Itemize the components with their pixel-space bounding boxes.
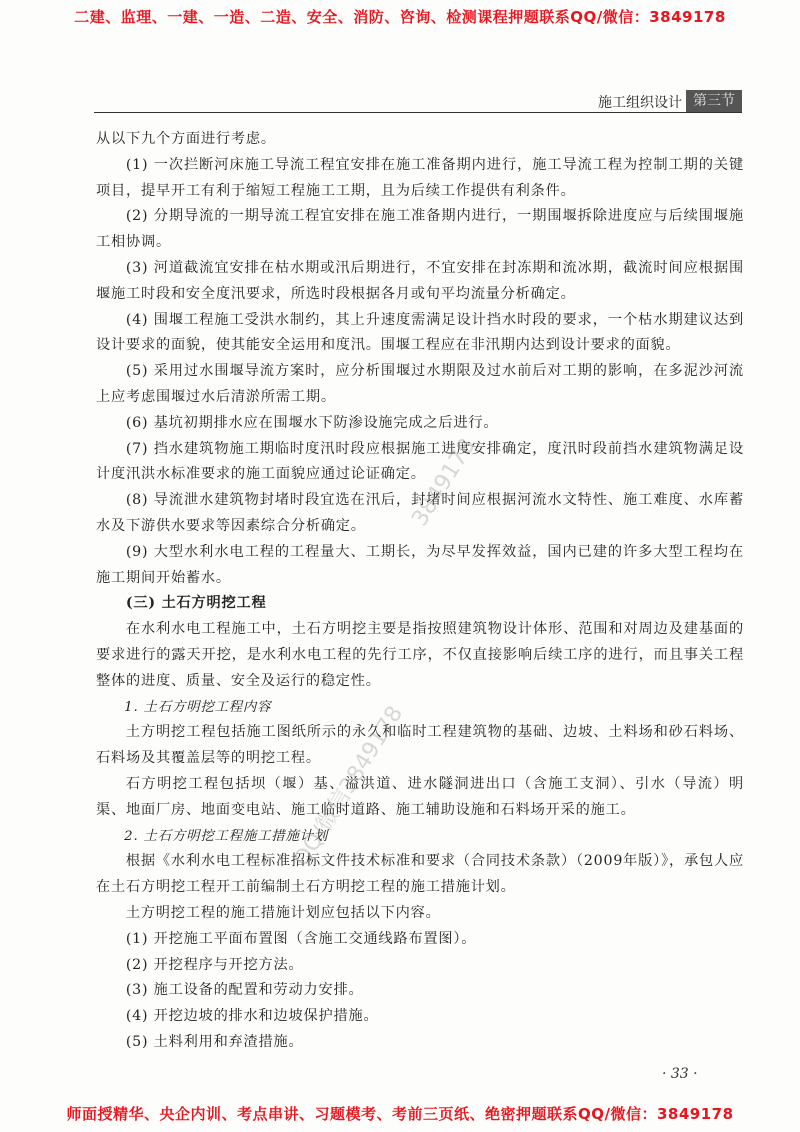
bottom-banner: 师面授精华、央企内训、考点串讲、习题模考、考前三页纸、绝密押题联系QQ/微信：3849178: [66, 1105, 734, 1123]
list-item: (5) 土料利用和弃渣措施。: [125, 1033, 304, 1050]
top-banner: 二建、监理、一建、一造、二造、安全、消防、咨询、检测课程押题联系QQ/微信：3849178: [74, 8, 726, 26]
header-title: 施工组织设计: [598, 95, 682, 111]
list-item: (3) 施工设备的配置和劳动力安排。: [125, 982, 364, 999]
list-item: (1) 一次拦断河床施工导流工程宜安排在施工准备期内进行，施工导流工程为控制工期的关键项目，提早开工有利于缩短工程施工工期，且为后续工作提供有利条件。: [96, 156, 744, 199]
list-item: (4) 开挖边坡的排水和边坡保护措施。: [125, 1008, 379, 1025]
list-item: (9) 大型水利水电工程的工程量大、工期长，为尽早发挥效益，国内已建的许多大型工程均在施工期间开始蓄水。: [96, 543, 744, 586]
list-item: (3) 河道截流宜安排在枯水期或汛后期进行，不宜安排在封冻期和流冰期，截流时间应根据围堰施工时段和安全度汛要求，所选时段根据各月或旬平均流量分析确定。: [96, 259, 744, 302]
page-number: · 33 ·: [662, 1066, 698, 1082]
paragraph: 从以下九个方面进行考虑。: [96, 131, 276, 147]
paragraph: 土方明挖工程包括施工图纸所示的永久和临时工程建筑物的基础、边坡、土料场和砂石料场、石料场及其覆盖层等的明挖工程。: [96, 724, 744, 767]
page-body: [96, 127, 744, 1056]
list-item: (8) 导流泄水建筑物封堵时段宜选在汛后，封堵时间应根据河流水文特性、施工难度、水库蓄水及下游供水要求等因素综合分析确定。: [96, 492, 744, 534]
watermark: 3849178: [407, 434, 481, 531]
list-item: (2) 分期导流的一期导流工程宜安排在施工准备期内进行，一期围堰拆除进度应与后续围堰施工相协调。: [96, 208, 744, 251]
header-divider: [94, 112, 742, 113]
paragraph: 土方明挖工程的施工措施计划应包括以下内容。: [125, 904, 441, 921]
list-item: (7) 挡水建筑物施工期临时度汛时段应根据施工进度安排确定，度汛时段前挡水建筑物满足设计度汛洪水标准要求的施工面貌应通过论证确定。: [96, 440, 744, 483]
watermark: QQ/微信3849178: [289, 701, 409, 872]
paragraph: 石方明挖工程包括坝（堰）基、溢洪道、进水隧洞进出口（含施工支洞）、引水（导流）明渠、地面厂房、地面变电站、施工临时道路、施工辅助设施和石料场开采的施工。: [96, 775, 744, 818]
list-item: (4) 围堰工程施工受洪水制约，其上升速度需满足设计挡水时段的要求，一个枯水期建议达到设计要求的面貌，使其能安全运用和度汛。围堰工程应在非汛期内达到设计要求的面貌。: [96, 311, 744, 354]
list-item: (1) 开挖施工平面布置图（含施工交通线路布置图）。: [125, 930, 477, 947]
paragraph: 根据《水利水电工程标准招标文件技术标准和要求（合同技术条款）（2009年版）》，承包人应在土石方明挖工程开工前编制土石方明挖工程的施工措施计划。: [96, 853, 744, 896]
list-item: (5) 采用过水围堰导流方案时，应分析围堰过水期限及过水前后对工期的影响，在多泥沙河流上应考虑围堰过水后清淤所需工期。: [96, 363, 744, 405]
header-section-badge: 第三节: [686, 90, 742, 112]
list-item: (6) 基坑初期排水应在围堰水下防渗设施完成之后进行。: [125, 414, 499, 431]
subsection-heading: 2. 土石方明挖工程施工措施计划: [124, 828, 329, 844]
paragraph: 在水利水电工程施工中，土石方明挖主要是指按照建筑物设计体形、范围和对周边及建基面的要求进行的露天开挖，是水利水电工程的先行工序，不仅直接影响后续工序的进行，而且事关工程整体的进度、质量、安全及运行的稳定性。: [96, 621, 744, 689]
subsection-heading: 1. 土石方明挖工程内容: [124, 699, 272, 715]
section-heading: (三) 土石方明挖工程: [125, 595, 267, 612]
list-item: (2) 开挖程序与开挖方法。: [125, 956, 304, 973]
